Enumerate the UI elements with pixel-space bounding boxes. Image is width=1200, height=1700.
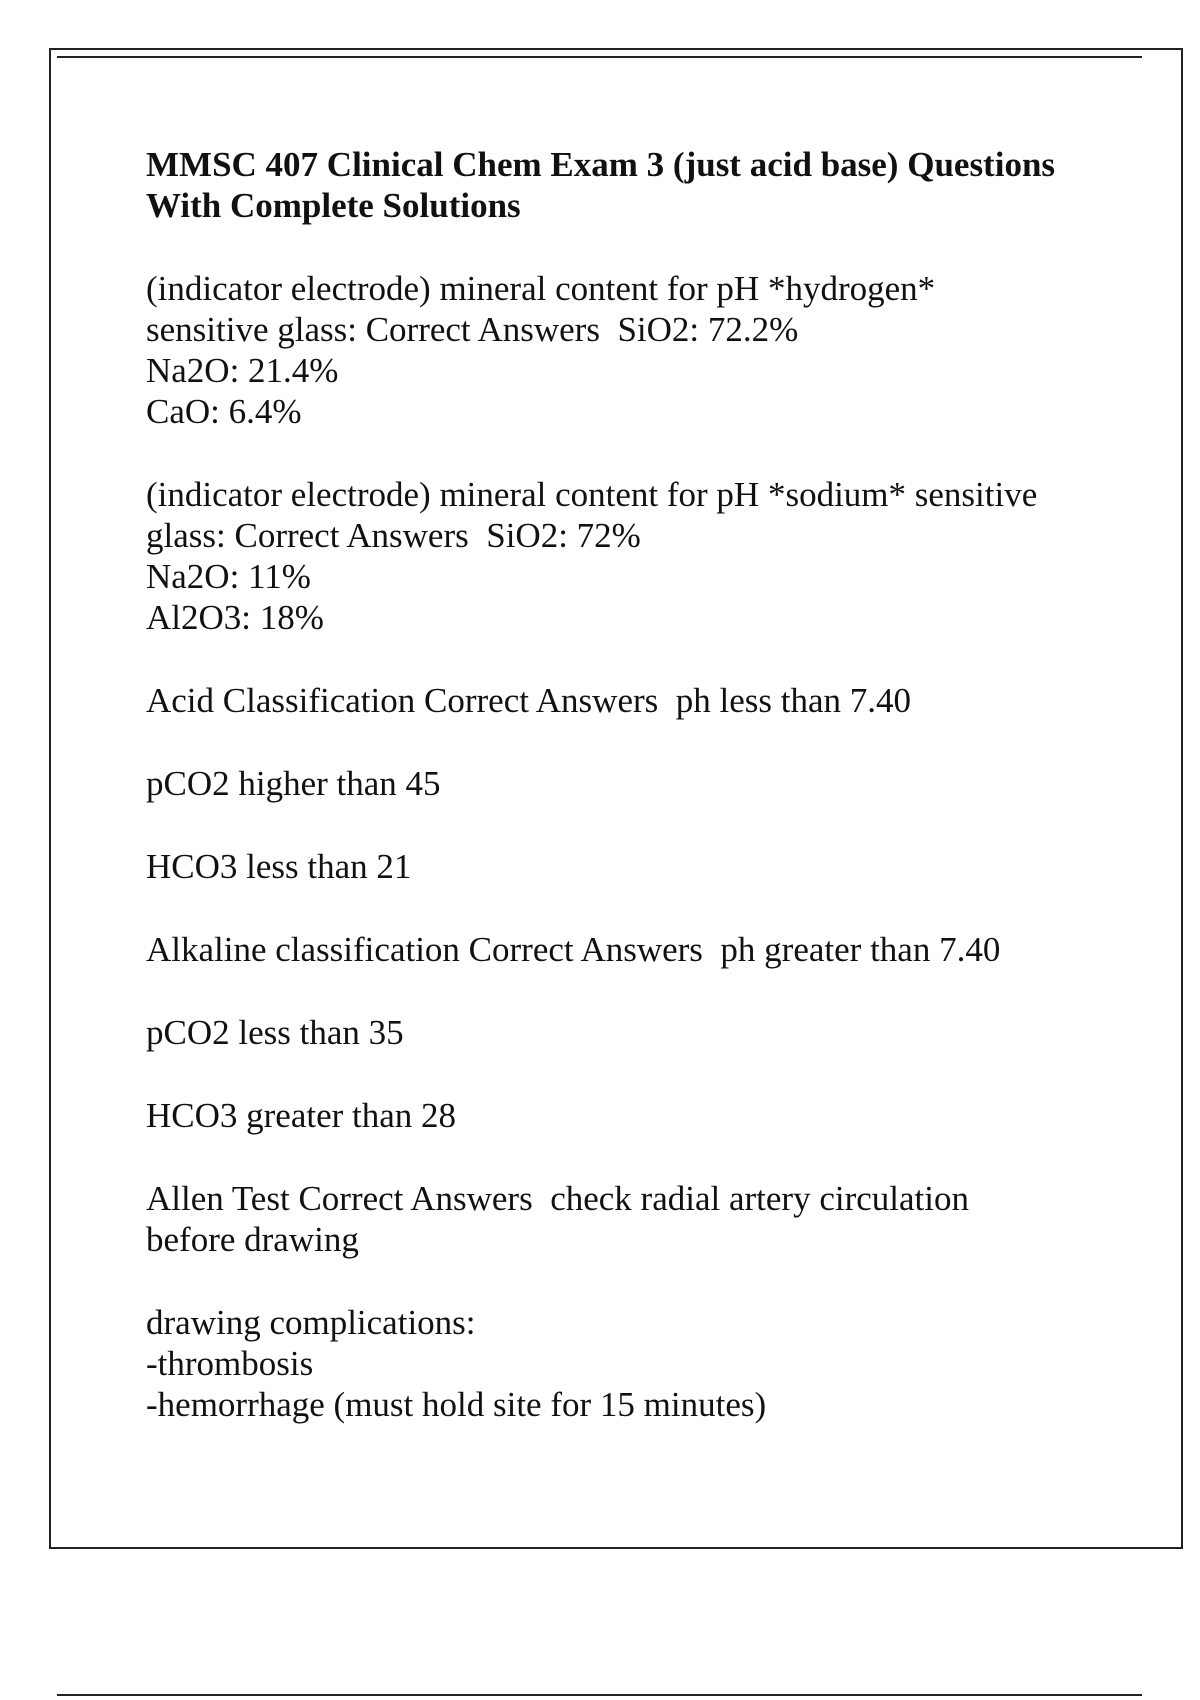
text-line: Al2O3: 18% bbox=[146, 598, 324, 637]
text-line: Na2O: 21.4% bbox=[146, 351, 339, 390]
document-title: MMSC 407 Clinical Chem Exam 3 (just acid base) Questions With Complete Solutions bbox=[146, 145, 1056, 225]
text-line: Na2O: 11% bbox=[146, 557, 311, 596]
text-line: CaO: 6.4% bbox=[146, 392, 302, 431]
text-line: Acid Classification Correct Answers ph less than 7.40 bbox=[146, 681, 912, 720]
qa-block bbox=[146, 763, 1106, 804]
text-line: (indicator electrode) mineral content for pH *hydrogen* bbox=[146, 269, 936, 308]
qa-block bbox=[146, 1302, 1106, 1425]
text-line: glass: Correct Answers SiO2: 72% bbox=[146, 516, 641, 555]
qa-block bbox=[146, 846, 1106, 887]
text-line: HCO3 less than 21 bbox=[146, 847, 412, 886]
footer-rule bbox=[57, 1694, 1142, 1696]
text-line: sensitive glass: Correct Answers SiO2: 72.2% bbox=[146, 310, 799, 349]
text-line: pCO2 higher than 45 bbox=[146, 764, 441, 803]
qa-block bbox=[146, 680, 1106, 721]
text-line: Alkaline classification Correct Answers ph greater than 7.40 bbox=[146, 930, 1001, 969]
text-line: (indicator electrode) mineral content for pH *sodium* sensitive bbox=[146, 475, 1038, 514]
text-line: pCO2 less than 35 bbox=[146, 1013, 404, 1052]
qa-block bbox=[146, 268, 1106, 432]
qa-block bbox=[146, 1095, 1106, 1136]
text-line: before drawing bbox=[146, 1220, 359, 1259]
qa-block bbox=[146, 1178, 1106, 1260]
text-line: HCO3 greater than 28 bbox=[146, 1096, 457, 1135]
text-line: -thrombosis bbox=[146, 1344, 314, 1383]
qa-block bbox=[146, 474, 1106, 638]
qa-block bbox=[146, 929, 1106, 970]
qa-block bbox=[146, 1012, 1106, 1053]
text-line: drawing complications: bbox=[146, 1303, 476, 1342]
header-rule bbox=[57, 56, 1142, 58]
text-line: Allen Test Correct Answers check radial artery circulation bbox=[146, 1179, 969, 1218]
document-body bbox=[146, 144, 1106, 1467]
text-line: -hemorrhage (must hold site for 15 minutes) bbox=[146, 1385, 767, 1424]
